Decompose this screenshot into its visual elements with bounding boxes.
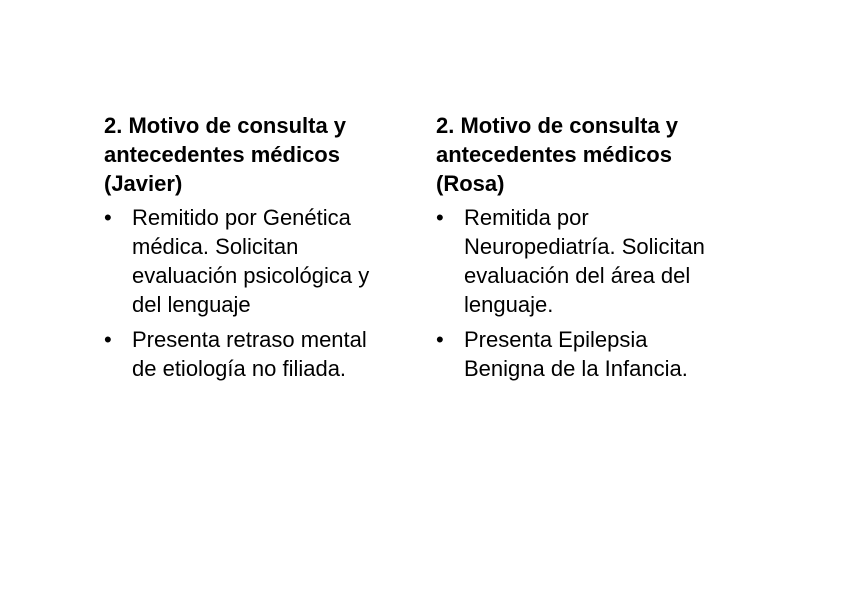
section-heading-javier: [104, 111, 419, 198]
item-line: Presenta Epilepsia: [464, 327, 648, 352]
bullet-icon: •: [104, 327, 112, 352]
item-line: del lenguaje: [132, 292, 251, 317]
heading-line: 2. Motivo de consulta y: [104, 113, 347, 138]
item-line: Benigna de la Infancia.: [464, 356, 688, 381]
item-line: médica. Solicitan: [132, 234, 299, 259]
item-line: Remitido por Genética: [132, 205, 351, 230]
heading-line: antecedentes médicos: [436, 142, 672, 167]
heading-line: (Rosa): [436, 171, 505, 196]
column-javier: [104, 111, 419, 389]
item-line: Presenta retraso mental: [132, 327, 367, 352]
item-line: evaluación del área del: [464, 263, 691, 288]
item-line: de etiología no filiada.: [132, 356, 347, 381]
heading-line: 2. Motivo de consulta y: [436, 113, 679, 138]
item-line: Remitida por: [464, 205, 589, 230]
heading-line: (Javier): [104, 171, 183, 196]
bullet-icon: •: [104, 205, 112, 230]
item-line: lenguaje.: [464, 292, 554, 317]
column-rosa: [436, 111, 756, 389]
item-line: evaluación psicológica y: [132, 263, 370, 288]
list-item: [436, 203, 756, 319]
bullet-icon: •: [436, 205, 444, 230]
section-heading-rosa: [436, 111, 756, 198]
bullet-list-rosa: [436, 203, 756, 383]
list-item: [104, 203, 419, 319]
list-item: [436, 325, 756, 383]
list-item: [104, 325, 419, 383]
bullet-list-javier: [104, 203, 419, 383]
bullet-icon: •: [436, 327, 444, 352]
item-line: Neuropediatría. Solicitan: [464, 234, 705, 259]
heading-line: antecedentes médicos: [104, 142, 340, 167]
